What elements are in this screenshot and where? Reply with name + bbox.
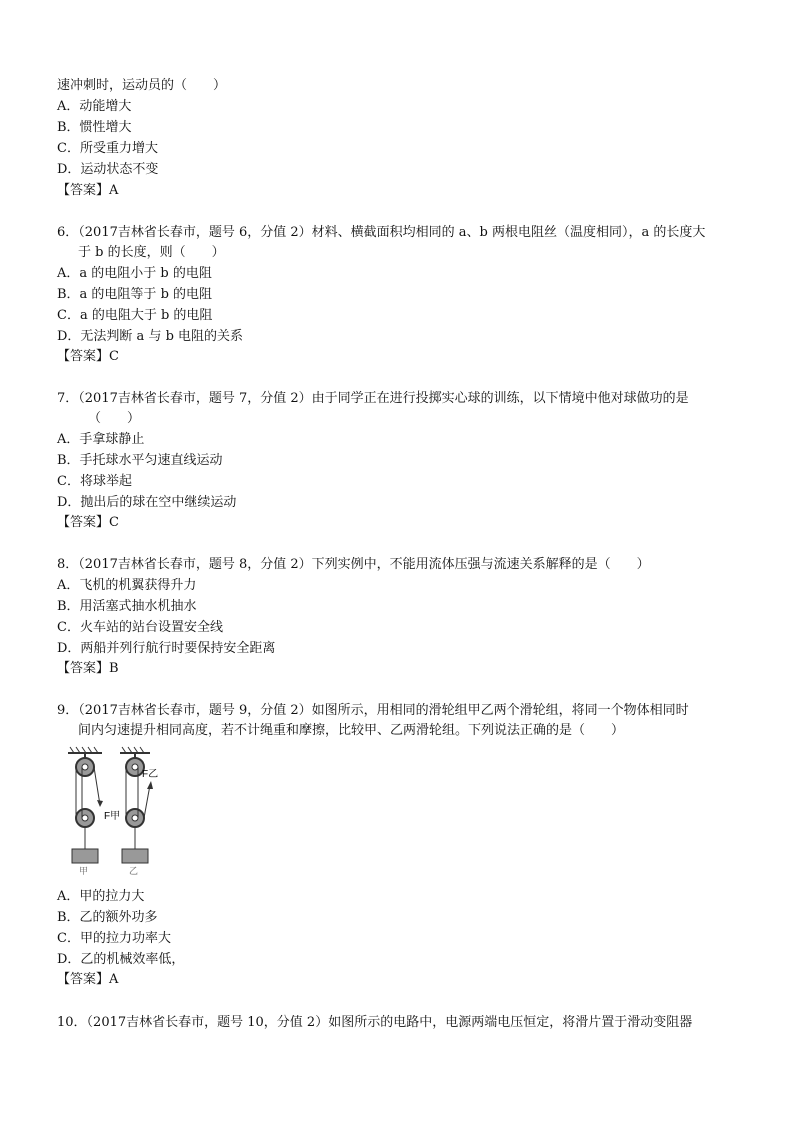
question-7-stem: 7．（2017吉林省长春市，题号 7，分值 2）由于同学正在进行投掷实心球的训练，以下情境中他对球做功的是 bbox=[57, 391, 689, 406]
option-d: D．运动状态不变 bbox=[57, 162, 159, 177]
weight-yi bbox=[122, 849, 148, 863]
answer: 【答案】A bbox=[57, 972, 119, 987]
option-c: C．a 的电阻大于 b 的电阻 bbox=[57, 308, 213, 323]
question-10-stem: 10．（2017吉林省长春市，题号 10，分值 2）如图所示的电路中，电源两端电压恒定，将滑片置于滑动变阻器 bbox=[57, 1015, 693, 1030]
option-a: A．a 的电阻小于 b 的电阻 bbox=[57, 266, 212, 281]
force-label-yi: F乙 bbox=[142, 769, 159, 780]
figure-label-yi: 乙 bbox=[129, 867, 139, 875]
option-d: D．抛出后的球在空中继续运动 bbox=[57, 495, 237, 510]
answer: 【答案】C bbox=[57, 349, 119, 364]
question-9-stem-cont: 间内匀速提升相同高度，若不计绳重和摩擦，比较甲、乙两滑轮组。下列说法正确的是（ ） bbox=[78, 723, 625, 738]
question-5-stem: 速冲刺时，运动员的（ ） bbox=[57, 78, 227, 93]
option-b: B．手托球水平匀速直线运动 bbox=[57, 453, 223, 468]
option-a: A．甲的拉力大 bbox=[57, 889, 145, 904]
option-b: B．乙的额外功多 bbox=[57, 910, 158, 925]
force-label-jia: F甲 bbox=[104, 811, 121, 822]
weight-jia bbox=[72, 849, 98, 863]
option-b: B．a 的电阻等于 b 的电阻 bbox=[57, 287, 213, 302]
ceiling-yi bbox=[120, 747, 150, 753]
option-a: A．动能增大 bbox=[57, 99, 132, 114]
option-c: C．将球举起 bbox=[57, 474, 132, 489]
option-c: C．火车站的站台设置安全线 bbox=[57, 620, 223, 635]
question-9-stem: 9．（2017吉林省长春市，题号 9，分值 2）如图所示，用相同的滑轮组甲乙两个滑轮组，将同一个物体相同时 bbox=[57, 703, 689, 718]
question-6-stem: 6．（2017吉林省长春市，题号 6，分值 2）材料、横截面积均相同的 a、b 两根电阻丝（温度相同），a 的长度大 bbox=[57, 225, 706, 240]
answer: 【答案】C bbox=[57, 515, 119, 530]
option-d: D．无法判断 a 与 b 电阻的关系 bbox=[57, 329, 244, 344]
option-d: D．乙的机械效率低， bbox=[57, 952, 185, 967]
option-b: B．惯性增大 bbox=[57, 120, 132, 135]
ceiling-jia bbox=[68, 747, 102, 753]
arrow-icon bbox=[97, 800, 103, 807]
question-7-stem-cont: （ ） bbox=[88, 411, 141, 426]
figure-label-jia: 甲 bbox=[79, 867, 89, 875]
option-a: A．飞机的机翼获得升力 bbox=[57, 578, 197, 593]
arrow-icon bbox=[147, 781, 153, 789]
pulley-figure bbox=[60, 745, 180, 875]
question-6-stem-cont: 于 b 的长度，则（ ） bbox=[78, 245, 225, 260]
option-b: B．用活塞式抽水机抽水 bbox=[57, 599, 197, 614]
option-d: D．两船并列行航行时要保持安全距离 bbox=[57, 641, 276, 656]
option-c: C．甲的拉力功率大 bbox=[57, 931, 171, 946]
answer: 【答案】A bbox=[57, 183, 119, 198]
answer: 【答案】B bbox=[57, 661, 119, 676]
option-a: A．手拿球静止 bbox=[57, 432, 145, 447]
option-c: C．所受重力增大 bbox=[57, 141, 158, 156]
question-8-stem: 8．（2017吉林省长春市，题号 8，分值 2）下列实例中，不能用流体压强与流速关系解释的是（ ） bbox=[57, 557, 650, 572]
